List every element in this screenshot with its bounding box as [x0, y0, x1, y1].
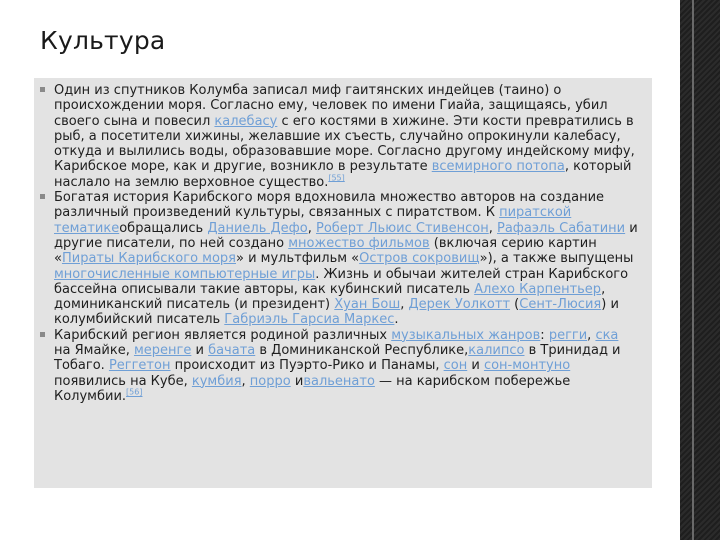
wiki-link[interactable]: пиратской тематике — [54, 205, 572, 236]
bullet-text: Один из спутников Колумба записал миф гаитянских индейцев (таино) о происхождении моря. Согласно ему, человек по имени Гиайа, защищаясь, убил своего сына и повесил — [54, 83, 608, 129]
bullet-text: . Жизнь и обычаи жителей стран Карибского бассейна описывали такие авторы, как кубинский писатель — [54, 266, 629, 297]
decorative-strip-line — [692, 0, 694, 540]
bullet-text: с его костями в хижине. Эти кости превратились в рыб, а посетители хижины, желавшие их съесть, случайно опрокинули калебасу, откуда и вылились воды, образовавшие море. Согласно другому индейскому мифу, Карибское море, как и другие, возникло в результате — [54, 113, 635, 175]
wiki-link[interactable]: сон-монтуно — [483, 358, 571, 374]
wiki-link[interactable]: регги — [548, 327, 588, 343]
bullet-text: происходит из Пуэрто-Рико и Панамы, — [170, 358, 444, 374]
wiki-link[interactable]: Даниель Дефо — [207, 220, 308, 236]
wiki-link[interactable]: Габриэль Гарсиа Маркес — [224, 312, 395, 328]
bullet-list — [38, 83, 638, 404]
wiki-link[interactable]: многочисленные компьютерные игры — [54, 266, 316, 282]
bullet-text: и другие писатели, по ней создано — [54, 220, 638, 251]
bullet-item — [38, 190, 638, 328]
bullet-text: обращались — [119, 220, 208, 236]
wiki-link[interactable]: порро — [249, 373, 291, 389]
bullet-text: . — [394, 312, 399, 328]
bullet-text: , — [307, 220, 316, 236]
bullet-text: появились на Кубе, — [54, 373, 192, 389]
wiki-link[interactable]: калебасу — [214, 113, 278, 129]
bullet-item — [38, 83, 638, 190]
slide-title: Культура — [40, 26, 166, 55]
wiki-link[interactable]: Алехо Карпентьер — [474, 281, 602, 297]
wiki-link[interactable]: всемирного потопа — [431, 159, 565, 175]
bullet-text: , — [587, 327, 596, 343]
wiki-link[interactable]: Роберт Льюис Стивенсон — [316, 220, 489, 236]
footnote-ref[interactable]: [56] — [126, 387, 143, 397]
bullet-text: ( — [510, 297, 520, 313]
wiki-link[interactable]: Хуан Бош — [334, 297, 401, 313]
wiki-link[interactable]: Дерек Уолкотт — [408, 297, 511, 313]
bullet-text: : — [540, 327, 549, 343]
bullet-square-icon — [40, 194, 45, 199]
bullet-text: Богатая история Карибского моря вдохновила множество авторов на создание различный произведений культуры, связанных с пиратством. К — [54, 190, 605, 221]
bullet-text: »), а также выпущены — [479, 251, 634, 267]
bullet-text: и — [290, 373, 304, 389]
wiki-link[interactable]: сон — [443, 358, 468, 374]
decorative-strip — [680, 0, 720, 540]
wiki-link[interactable]: музыкальных жанров — [391, 327, 541, 343]
bullet-text: , который наслало на землю верховное существо. — [54, 159, 632, 190]
bullet-text: — на карибском побережье Колумбии. — [54, 373, 571, 404]
bullet-text: в Тринидад и Тобаго. — [54, 343, 621, 374]
wiki-link[interactable]: Остров сокровищ — [359, 251, 480, 267]
wiki-link[interactable]: калипсо — [468, 343, 525, 359]
bullet-text: , — [400, 297, 409, 313]
bullet-text: , — [241, 373, 250, 389]
bullet-text: , доминиканский писатель (и президент) — [54, 281, 606, 313]
bullet-text: и — [467, 358, 484, 374]
bullet-text: Карибский регион является родиной различных — [54, 327, 392, 343]
bullet-text: (включая серию картин « — [54, 235, 597, 267]
wiki-link[interactable]: множество фильмов — [288, 235, 430, 251]
footnote-ref[interactable]: [55] — [328, 173, 345, 183]
bullet-text: в Доминиканской Республике, — [255, 343, 469, 359]
bullet-text: ) и колумбийский писатель — [54, 297, 619, 328]
bullet-item — [38, 328, 638, 404]
wiki-link[interactable]: Сент-Люсия — [519, 297, 602, 313]
bullet-text: , — [488, 220, 497, 236]
wiki-link[interactable]: Рафаэль Сабатини — [497, 220, 626, 236]
wiki-link[interactable]: Пираты Карибского моря — [61, 251, 236, 267]
wiki-link[interactable]: вальенато — [303, 373, 375, 389]
bullet-text: на Ямайке, — [54, 343, 134, 359]
bullet-square-icon — [40, 87, 45, 92]
wiki-link[interactable]: бачата — [208, 343, 256, 359]
wiki-link[interactable]: кумбия — [191, 373, 242, 389]
bullet-text: и — [191, 343, 209, 359]
bullet-text: » и мультфильм « — [236, 251, 360, 267]
wiki-link[interactable]: ска — [595, 327, 619, 343]
wiki-link[interactable]: меренге — [133, 343, 192, 359]
bullet-square-icon — [40, 332, 45, 337]
wiki-link[interactable]: Реггетон — [108, 358, 171, 374]
